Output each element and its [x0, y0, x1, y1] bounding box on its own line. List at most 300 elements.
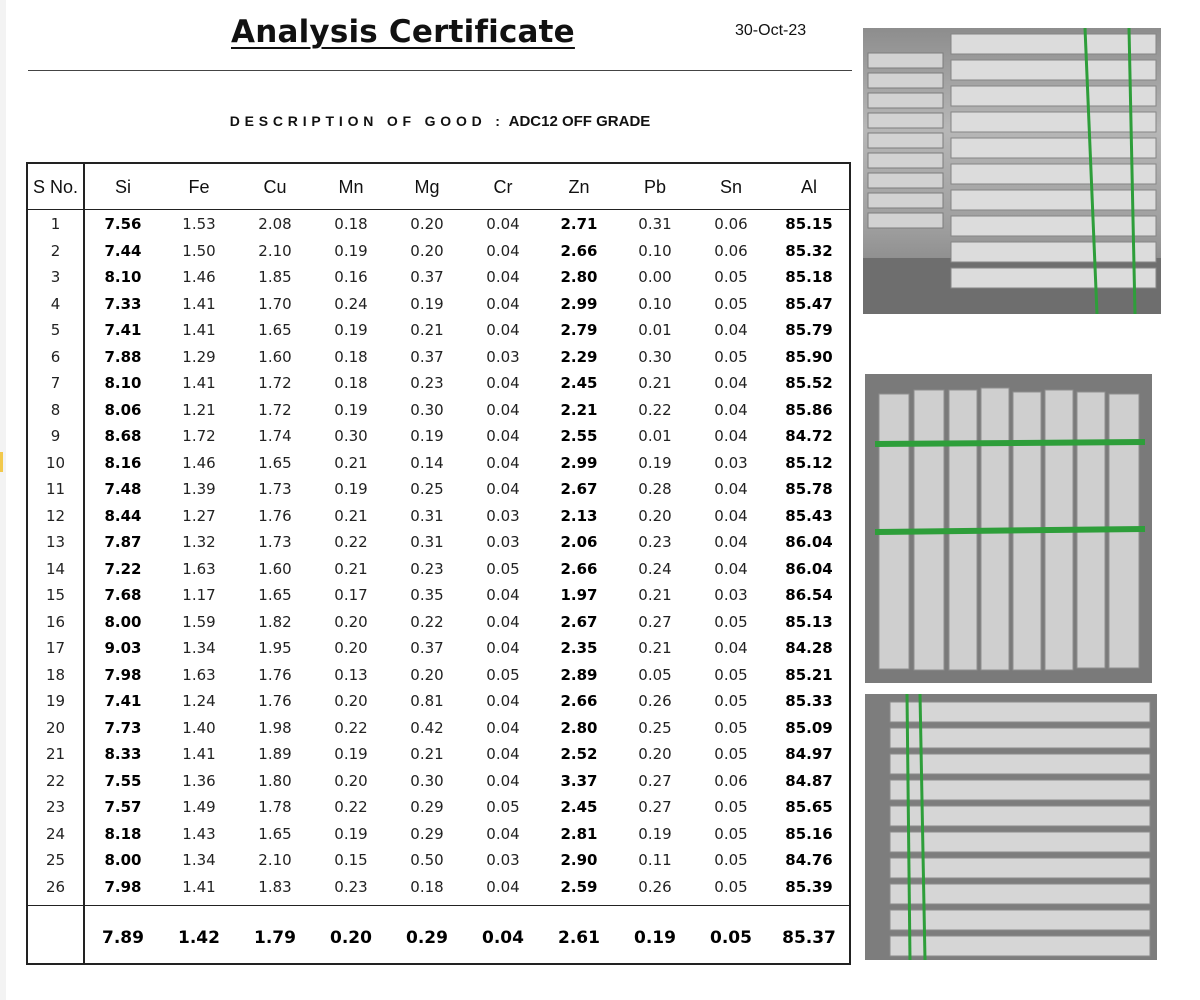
cell-si: 8.18: [104, 824, 142, 843]
cell-cu: 1.73: [258, 533, 292, 551]
table-row: [28, 821, 849, 848]
cell-fe: 1.40: [182, 718, 216, 737]
cell-si: 7.87: [104, 533, 142, 551]
cell-cr: 0.04: [486, 427, 520, 445]
cell-si: 7.41: [104, 692, 142, 710]
cell-zn: 2.61: [558, 928, 600, 948]
table-row: [28, 768, 849, 795]
cell-cu: 1.76: [258, 665, 292, 684]
cell-fe: 1.43: [182, 824, 216, 843]
cell-mg: 0.18: [410, 877, 444, 896]
cell-si: 8.00: [104, 612, 142, 631]
cell-pb: 0.19: [634, 928, 676, 948]
cell-zn: 2.29: [560, 347, 598, 366]
cell-mn: 0.30: [334, 427, 368, 445]
cell-zn: 2.89: [560, 665, 598, 684]
cell-s-no: 23: [45, 798, 66, 816]
cell-al: 85.37: [782, 928, 836, 948]
cell-cu: 1.65: [258, 824, 292, 843]
header-mg: Mg: [414, 177, 440, 197]
cell-zn: 2.66: [560, 559, 598, 578]
cell-s-no: 5: [50, 321, 61, 339]
cell-sn: 0.05: [714, 268, 748, 286]
cell-zn: 2.06: [560, 533, 598, 551]
cell-s-no: 4: [50, 294, 61, 313]
cell-zn: 1.97: [560, 586, 598, 604]
table-row: [28, 556, 849, 583]
cell-si: 7.98: [104, 665, 142, 684]
average-divider: [28, 905, 849, 906]
description-value: ADC12 OFF GRADE: [508, 113, 651, 130]
cell-si: 7.57: [104, 798, 142, 816]
cell-s-no: 8: [50, 400, 61, 419]
cell-mn: 0.19: [334, 321, 368, 339]
cell-mn: 0.20: [334, 612, 368, 631]
cell-sn: 0.04: [714, 480, 748, 498]
goods-description: [0, 113, 880, 130]
cell-pb: 0.22: [638, 400, 672, 419]
cell-zn: 2.80: [560, 268, 598, 286]
analysis-table: [26, 162, 851, 965]
cell-fe: 1.32: [182, 533, 216, 551]
table-row: [28, 238, 849, 265]
cell-s-no: 9: [50, 427, 61, 445]
table-row: [28, 503, 849, 530]
average-row: [28, 907, 849, 967]
cell-pb: 0.28: [638, 480, 672, 498]
cell-cr: 0.04: [482, 928, 524, 948]
cell-mn: 0.21: [334, 559, 368, 578]
cell-si: 7.22: [104, 559, 142, 578]
table-row: [28, 715, 849, 742]
cell-cr: 0.04: [486, 215, 520, 233]
cell-al: 85.21: [785, 665, 833, 684]
cell-cr: 0.04: [486, 877, 520, 896]
cell-pb: 0.26: [638, 692, 672, 710]
cell-fe: 1.53: [182, 215, 216, 233]
cell-cu: 1.73: [258, 480, 292, 498]
cell-cr: 0.04: [486, 639, 520, 657]
cell-cr: 0.04: [486, 374, 520, 392]
cell-mg: 0.20: [410, 241, 444, 260]
cell-zn: 2.52: [560, 745, 598, 763]
cell-al: 85.15: [785, 215, 833, 233]
cell-mn: 0.22: [334, 718, 368, 737]
cell-fe: 1.41: [182, 374, 216, 392]
cell-cr: 0.04: [486, 268, 520, 286]
cell-fe: 1.63: [182, 559, 216, 578]
cell-s-no: 12: [45, 506, 66, 525]
cell-si: 7.89: [102, 928, 144, 948]
cell-sn: 0.05: [710, 928, 752, 948]
cell-cr: 0.03: [486, 347, 520, 366]
cell-fe: 1.34: [182, 639, 216, 657]
cell-zn: 2.71: [560, 215, 598, 233]
cell-mg: 0.37: [410, 268, 444, 286]
cell-s-no: 26: [45, 877, 66, 896]
cell-fe: 1.41: [182, 321, 216, 339]
cell-al: 85.90: [785, 347, 833, 366]
cell-pb: 0.30: [638, 347, 672, 366]
cell-mg: 0.22: [410, 612, 444, 631]
table-row: [28, 688, 849, 715]
table-row: [28, 317, 849, 344]
cell-al: 85.65: [785, 798, 833, 816]
cell-zn: 2.90: [560, 851, 598, 869]
cell-mg: 0.25: [410, 480, 444, 498]
cell-mn: 0.19: [334, 480, 368, 498]
cell-cu: 1.60: [258, 559, 292, 578]
cell-al: 85.32: [785, 241, 833, 260]
cell-mg: 0.37: [410, 639, 444, 657]
cell-cr: 0.03: [486, 851, 520, 869]
cell-cr: 0.05: [486, 798, 520, 816]
cell-zn: 2.66: [560, 241, 598, 260]
cell-fe: 1.49: [182, 798, 216, 816]
cell-pb: 0.11: [638, 851, 672, 869]
table-row: [28, 874, 849, 901]
cell-mg: 0.30: [410, 771, 444, 790]
cell-zn: 2.55: [560, 427, 598, 445]
cell-mn: 0.22: [334, 533, 368, 551]
table-row: [28, 662, 849, 689]
cell-pb: 0.00: [638, 268, 672, 286]
cell-mn: 0.16: [334, 268, 368, 286]
cell-al: 84.28: [785, 639, 833, 657]
cell-sn: 0.04: [714, 321, 748, 339]
description-label: DESCRIPTION OF GOOD :: [229, 113, 505, 129]
table-row: [28, 344, 849, 371]
cell-cu: 1.85: [258, 268, 292, 286]
table-row: [28, 794, 849, 821]
cell-mg: 0.29: [410, 824, 444, 843]
table-row: [28, 370, 849, 397]
cell-s-no: 7: [50, 374, 61, 392]
cell-al: 85.16: [785, 824, 833, 843]
cell-fe: 1.59: [182, 612, 216, 631]
cell-al: 85.33: [785, 692, 833, 710]
cell-fe: 1.27: [182, 506, 216, 525]
cell-mn: 0.23: [334, 877, 368, 896]
cell-fe: 1.36: [182, 771, 216, 790]
table-row: [28, 529, 849, 556]
cell-cr: 0.05: [486, 559, 520, 578]
cell-fe: 1.29: [182, 347, 216, 366]
cell-si: 8.10: [104, 268, 142, 286]
cell-cr: 0.03: [486, 506, 520, 525]
cell-mn: 0.20: [330, 928, 372, 948]
cell-mn: 0.21: [334, 506, 368, 525]
cell-al: 85.86: [785, 400, 833, 419]
cell-sn: 0.05: [714, 798, 748, 816]
cell-si: 8.10: [104, 374, 142, 392]
cell-s-no: 18: [45, 665, 66, 684]
cell-al: 84.87: [785, 771, 833, 790]
photo-ingot-stack-pallets: [863, 28, 1161, 314]
cell-cu: 1.83: [258, 877, 292, 896]
cell-sn: 0.03: [714, 453, 748, 472]
cell-cu: 1.65: [258, 586, 292, 604]
cell-mg: 0.31: [410, 506, 444, 525]
cell-mg: 0.21: [410, 321, 444, 339]
cell-sn: 0.05: [714, 745, 748, 763]
cell-fe: 1.50: [182, 241, 216, 260]
cell-mn: 0.13: [334, 665, 368, 684]
cell-sn: 0.04: [714, 506, 748, 525]
cell-sn: 0.06: [714, 215, 748, 233]
cell-cr: 0.04: [486, 612, 520, 631]
cell-al: 85.13: [785, 612, 833, 631]
cell-sn: 0.05: [714, 718, 748, 737]
cell-al: 85.43: [785, 506, 833, 525]
cell-s-no: 20: [45, 718, 66, 737]
cell-fe: 1.41: [182, 877, 216, 896]
cell-fe: 1.17: [182, 586, 216, 604]
cell-al: 86.04: [785, 533, 833, 551]
cell-cr: 0.04: [486, 745, 520, 763]
table-row: [28, 264, 849, 291]
cell-s-no: 10: [45, 453, 66, 472]
cell-cu: 1.65: [258, 321, 292, 339]
cell-s-no: 3: [50, 268, 61, 286]
cell-s-no: 22: [45, 771, 66, 790]
header-mn: Mn: [338, 177, 364, 197]
cell-mn: 0.24: [334, 294, 368, 313]
cell-mn: 0.15: [334, 851, 368, 869]
header-pb: Pb: [643, 177, 667, 197]
header-sn: Sn: [719, 177, 743, 197]
table-row: [28, 635, 849, 662]
cell-si: 7.41: [104, 321, 142, 339]
cell-cu: 1.60: [258, 347, 292, 366]
cell-si: 8.68: [104, 427, 142, 445]
photo-ingot-bundle-top: [865, 374, 1152, 683]
cell-mg: 0.31: [410, 533, 444, 551]
header-cr: Cr: [493, 177, 513, 197]
cell-zn: 2.67: [560, 612, 598, 631]
cell-sn: 0.04: [714, 374, 748, 392]
cell-cu: 1.98: [258, 718, 292, 737]
cell-si: 7.88: [104, 347, 142, 366]
cell-cu: 1.79: [254, 928, 296, 948]
document-date: 30-Oct-23: [735, 22, 807, 39]
cell-si: 7.48: [104, 480, 142, 498]
cell-mg: 0.81: [410, 692, 444, 710]
cell-si: 7.73: [104, 718, 142, 737]
cell-mg: 0.19: [410, 427, 444, 445]
cell-mg: 0.37: [410, 347, 444, 366]
cell-si: 7.56: [104, 215, 142, 233]
cell-mg: 0.29: [410, 798, 444, 816]
cell-pb: 0.27: [638, 771, 672, 790]
cell-zn: 2.45: [560, 798, 598, 816]
cell-zn: 2.79: [560, 321, 598, 339]
cell-cr: 0.04: [486, 586, 520, 604]
cell-cu: 1.76: [258, 692, 292, 710]
cell-sn: 0.04: [714, 639, 748, 657]
table-row: [28, 582, 849, 609]
cell-al: 85.52: [785, 374, 833, 392]
cell-si: 9.03: [104, 639, 142, 657]
cell-mn: 0.20: [334, 692, 368, 710]
cell-sn: 0.05: [714, 347, 748, 366]
cell-sn: 0.05: [714, 824, 748, 843]
cell-mn: 0.19: [334, 824, 368, 843]
cell-sn: 0.04: [714, 533, 748, 551]
cell-si: 7.44: [104, 241, 142, 260]
cell-cu: 1.74: [258, 427, 292, 445]
left-edge-marker: [0, 452, 3, 472]
cell-s-no: 11: [45, 480, 66, 498]
cell-mg: 0.42: [410, 718, 444, 737]
table-row: [28, 397, 849, 424]
cell-cu: 2.10: [258, 241, 292, 260]
document-title: Analysis Certificate: [231, 14, 575, 50]
cell-mn: 0.18: [334, 215, 368, 233]
cell-mn: 0.21: [334, 453, 368, 472]
cell-mn: 0.19: [334, 745, 368, 763]
cell-al: 85.39: [785, 877, 833, 896]
cell-fe: 1.41: [182, 294, 216, 313]
cell-cu: 1.95: [258, 639, 292, 657]
cell-cr: 0.04: [486, 453, 520, 472]
cell-s-no: [28, 907, 83, 967]
cell-al: 85.78: [785, 480, 833, 498]
cell-zn: 2.59: [560, 877, 598, 896]
cell-sn: 0.06: [714, 771, 748, 790]
cell-mg: 0.29: [406, 928, 448, 948]
cell-zn: 2.21: [560, 400, 598, 419]
cell-mg: 0.30: [410, 400, 444, 419]
cell-mn: 0.19: [334, 241, 368, 260]
cell-al: 85.12: [785, 453, 833, 472]
header-s-no: S No.: [32, 177, 79, 197]
cell-cu: 1.80: [258, 771, 292, 790]
cell-si: 7.68: [104, 586, 142, 604]
cell-mg: 0.14: [410, 453, 444, 472]
cell-s-no: 17: [45, 639, 66, 657]
title-divider: [28, 70, 852, 71]
cell-zn: 3.37: [560, 771, 598, 790]
cell-sn: 0.04: [714, 559, 748, 578]
cell-sn: 0.05: [714, 692, 748, 710]
cell-sn: 0.05: [714, 877, 748, 896]
cell-fe: 1.41: [182, 745, 216, 763]
cell-pb: 0.01: [638, 427, 672, 445]
photo-ingot-stack-strapped: [865, 694, 1157, 960]
cell-s-no: 15: [45, 586, 66, 604]
cell-si: 7.55: [104, 771, 142, 790]
cell-pb: 0.20: [638, 745, 672, 763]
cell-cu: 1.70: [258, 294, 292, 313]
cell-al: 86.54: [785, 586, 833, 604]
table-row: [28, 741, 849, 768]
cell-mg: 0.20: [410, 665, 444, 684]
cell-zn: 2.13: [560, 506, 598, 525]
cell-pb: 0.20: [638, 506, 672, 525]
cell-pb: 0.24: [638, 559, 672, 578]
cell-pb: 0.01: [638, 321, 672, 339]
cell-cu: 1.65: [258, 453, 292, 472]
cell-mn: 0.22: [334, 798, 368, 816]
cell-pb: 0.21: [638, 374, 672, 392]
cell-fe: 1.63: [182, 665, 216, 684]
cell-al: 84.76: [785, 851, 833, 869]
cell-fe: 1.72: [182, 427, 216, 445]
cell-zn: 2.35: [560, 639, 598, 657]
cell-cu: 1.76: [258, 506, 292, 525]
header-al: Al: [800, 177, 817, 197]
cell-zn: 2.81: [560, 824, 598, 843]
cell-mg: 0.21: [410, 745, 444, 763]
cell-mn: 0.20: [334, 771, 368, 790]
cell-si: 8.44: [104, 506, 142, 525]
cell-pb: 0.19: [638, 453, 672, 472]
cell-al: 85.09: [785, 718, 833, 737]
cell-s-no: 13: [45, 533, 66, 551]
cell-pb: 0.23: [638, 533, 672, 551]
cell-cr: 0.04: [486, 400, 520, 419]
cell-fe: 1.46: [182, 268, 216, 286]
cell-cr: 0.04: [486, 824, 520, 843]
cell-s-no: 24: [45, 824, 66, 843]
cell-mg: 0.23: [410, 374, 444, 392]
cell-fe: 1.34: [182, 851, 216, 869]
cell-zn: 2.45: [560, 374, 598, 392]
cell-pb: 0.05: [638, 665, 672, 684]
cell-si: 8.00: [104, 851, 142, 869]
cell-cu: 1.72: [258, 374, 292, 392]
cell-zn: 2.99: [560, 294, 598, 313]
cell-zn: 2.99: [560, 453, 598, 472]
table-row: [28, 476, 849, 503]
cell-pb: 0.27: [638, 798, 672, 816]
header-zn: Zn: [568, 177, 590, 197]
cell-cr: 0.04: [486, 321, 520, 339]
cell-s-no: 21: [45, 745, 66, 763]
cell-cr: 0.04: [486, 480, 520, 498]
cell-mn: 0.20: [334, 639, 368, 657]
cell-s-no: 1: [50, 215, 61, 233]
cell-al: 86.04: [785, 559, 833, 578]
left-edge-strip: [0, 0, 6, 1000]
cell-si: 8.06: [104, 400, 142, 419]
cell-pb: 0.10: [638, 241, 672, 260]
cell-fe: 1.24: [182, 692, 216, 710]
cell-sn: 0.04: [714, 400, 748, 419]
cell-s-no: 6: [50, 347, 61, 366]
cell-pb: 0.25: [638, 718, 672, 737]
cell-fe: 1.46: [182, 453, 216, 472]
cell-pb: 0.21: [638, 639, 672, 657]
header-si: Si: [114, 177, 131, 197]
cell-cr: 0.05: [486, 665, 520, 684]
cell-cr: 0.03: [486, 533, 520, 551]
cell-sn: 0.06: [714, 241, 748, 260]
table-header-row: [28, 164, 849, 210]
table-row: [28, 450, 849, 477]
cell-mg: 0.20: [410, 215, 444, 233]
cell-si: 8.16: [104, 453, 142, 472]
cell-al: 84.97: [785, 745, 833, 763]
cell-s-no: 16: [45, 612, 66, 631]
cell-al: 84.72: [785, 427, 833, 445]
cell-cu: 2.08: [258, 215, 292, 233]
table-row: [28, 423, 849, 450]
cell-mn: 0.17: [334, 586, 368, 604]
cell-pb: 0.19: [638, 824, 672, 843]
cell-sn: 0.05: [714, 665, 748, 684]
